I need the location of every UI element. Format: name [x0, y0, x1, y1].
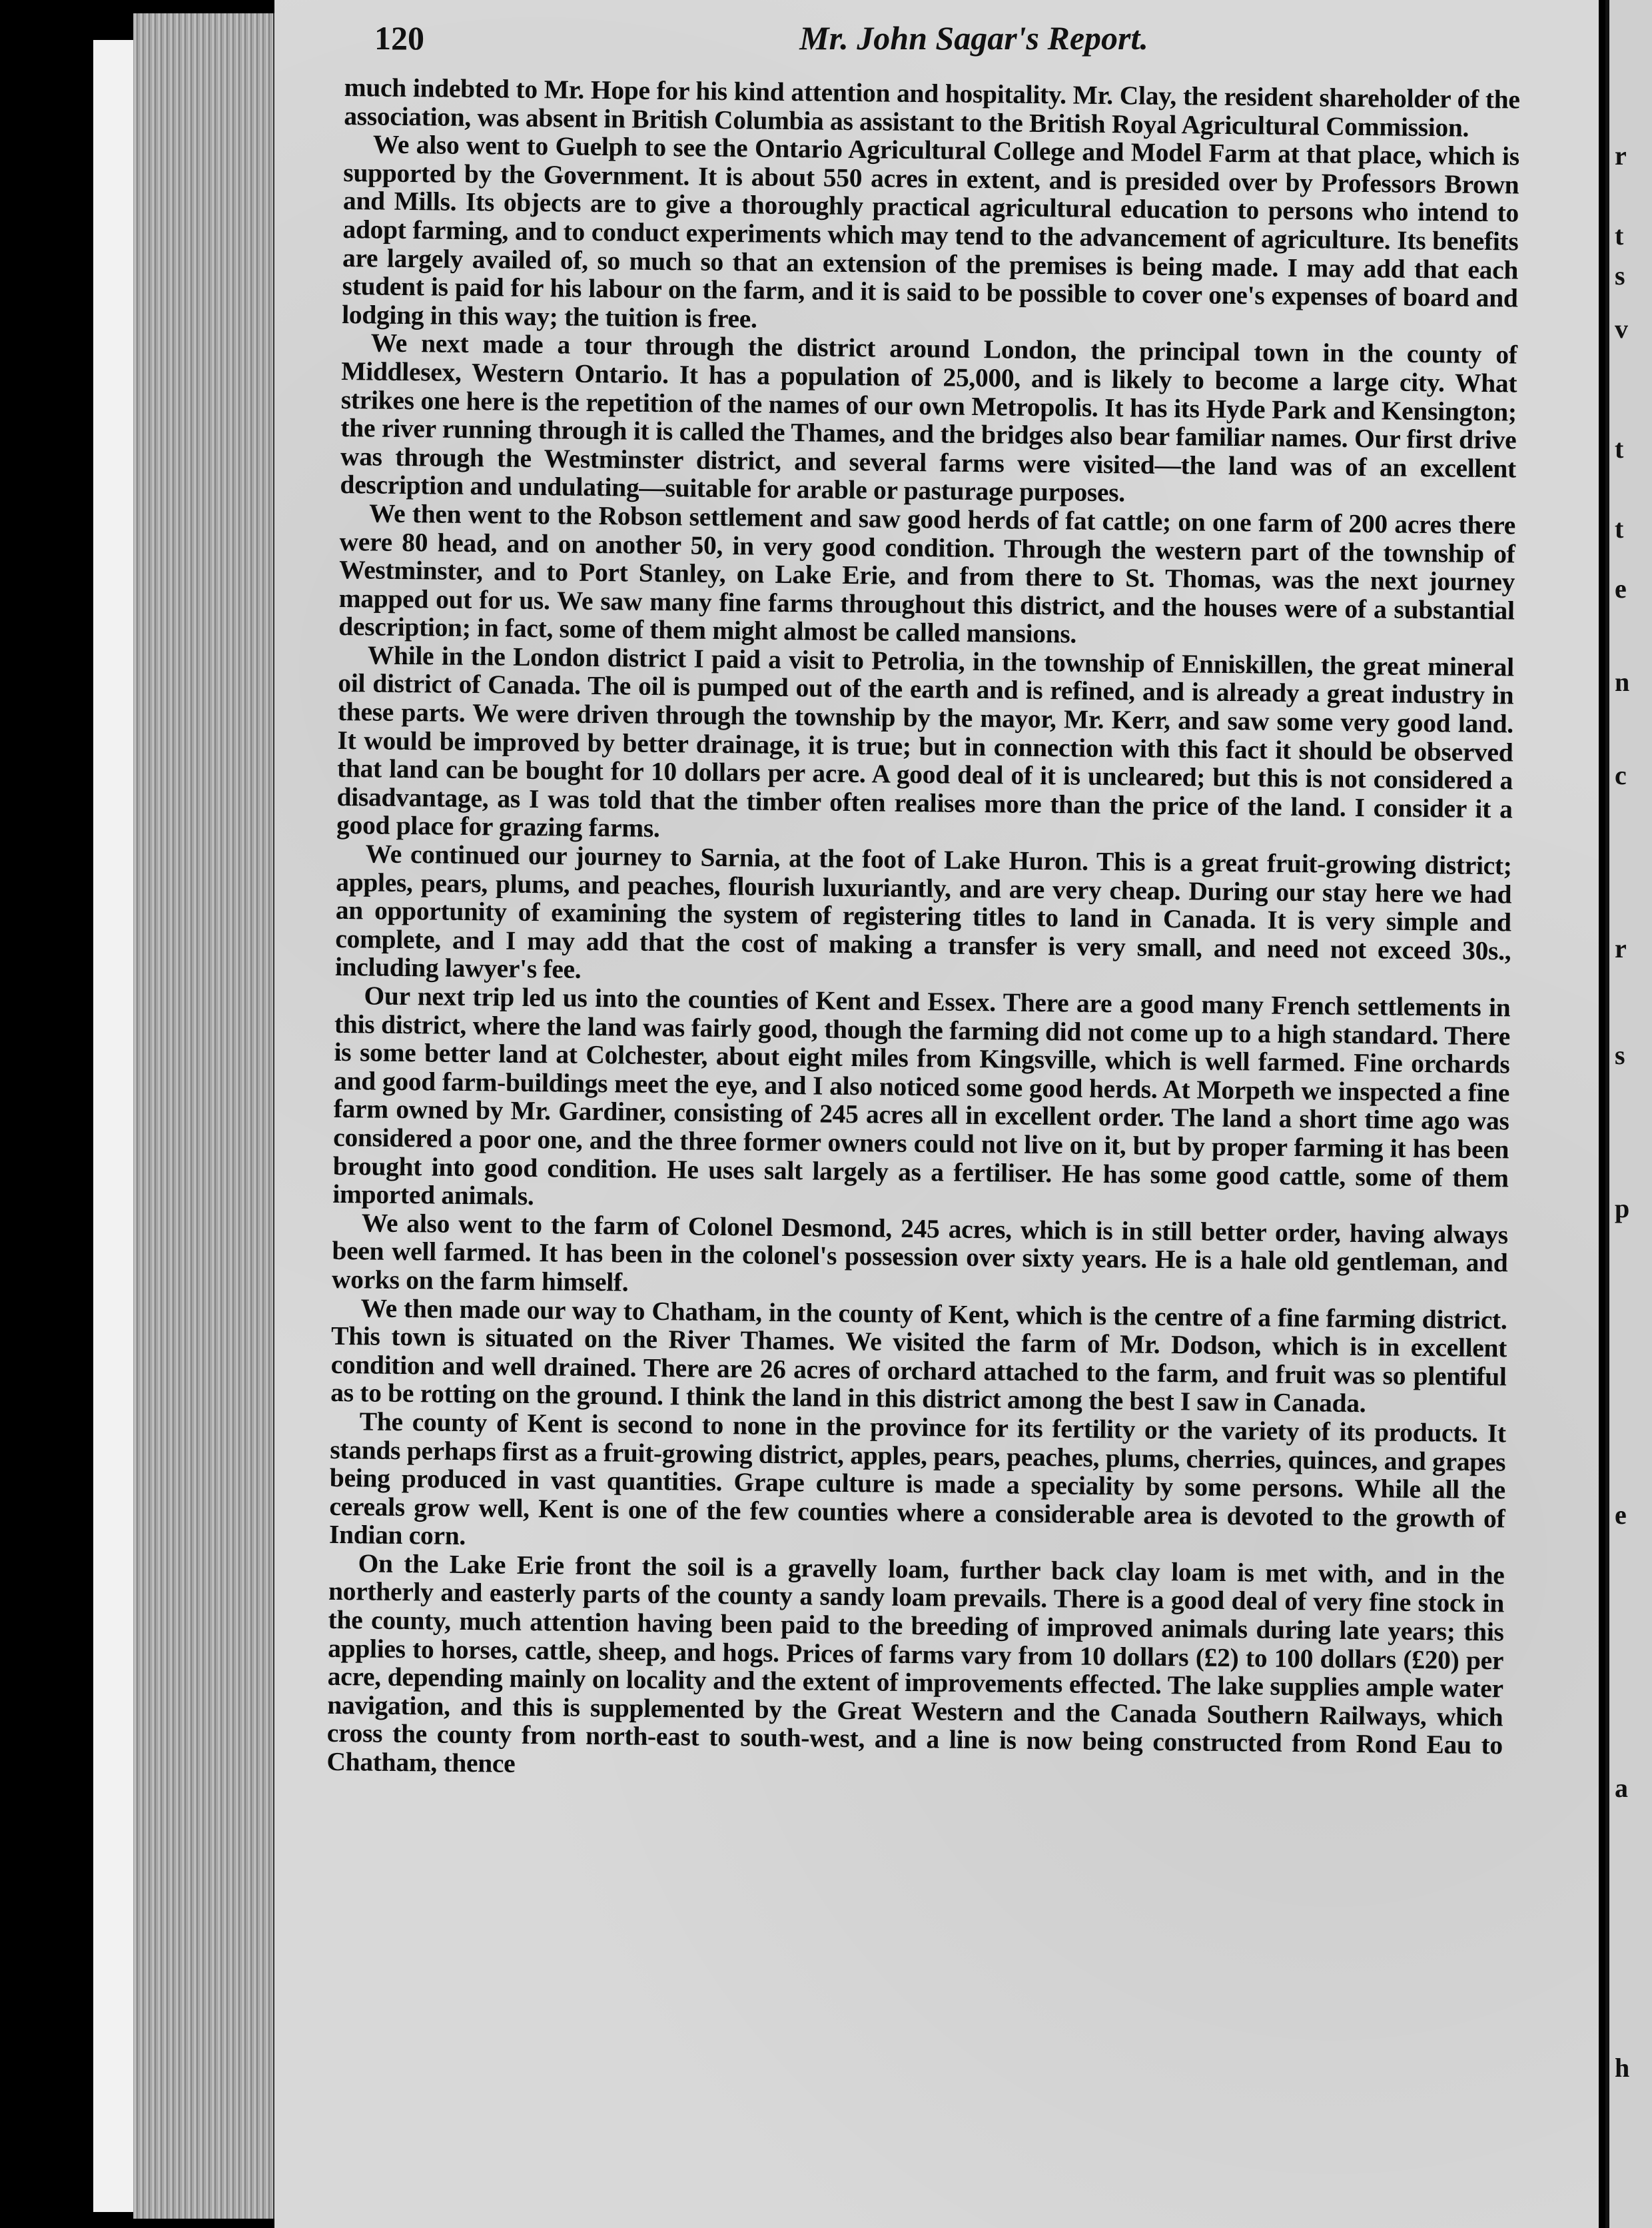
paragraph: We continued our journey to Sarnia, at the foot of Lake Huron. This is a great fruit-growing district; apples, pears, plums, and peaches, flourish luxuriantly, and are very cheap. During our stay here we had an opportunity of examining the system of registering titles to land in Canada. It is very simple and complete, and I may add that the cost of making a transfer is very small, and need not exceed 30s., including lawyer's fee. — [334, 839, 1512, 985]
book-page-edges — [133, 13, 276, 2219]
adjacent-page-edge — [1605, 0, 1652, 2228]
adjacent-page-letter: a — [1615, 1773, 1628, 1803]
adjacent-page-letter: r — [1615, 141, 1627, 171]
adjacent-page-letter: t — [1615, 221, 1624, 251]
paragraph: We next made a tour through the district around London, the principal town in the county of Middlesex, Western Ontario. It has a population of 25,000, and is likely to become a large city. What strikes one here is the repetition of the names of our own Metropolis. It has its Hyde Park and Kensington; the river running through it is called the Thames, and the bridges also bear familiar names. Our first drive was through the Westminster district, and several farms were visited—the land was of an excellent description and undulating—suitable for arable or pasturage purposes. — [340, 328, 1517, 508]
adjacent-page-letter: r — [1615, 933, 1627, 963]
adjacent-page-letter: e — [1615, 1500, 1627, 1530]
adjacent-page-letter: n — [1615, 667, 1630, 697]
adjacent-page-letter: h — [1615, 2053, 1630, 2083]
body-text — [326, 73, 1520, 1788]
adjacent-page-letter: c — [1615, 760, 1627, 790]
scan-margin — [93, 40, 133, 2212]
adjacent-page-letter: t — [1615, 434, 1624, 464]
paragraph: much indebted to Mr. Hope for his kind attention and hospitality. Mr. Clay, the resident shareholder of the association, was absent in British Columbia as assistant to the British Royal Agricultural Commission. — [344, 73, 1520, 143]
adjacent-page-letter: p — [1615, 1193, 1630, 1223]
paragraph: We then went to the Robson settlement and saw good herds of fat cattle; on one farm of 200 acres there were 80 head, and on another 50, in very good condition. Through the western part of the township of Westminster, and to Port Stanley, on Lake Erie, and from there to St. Thomas, was the next journey mapped out for us. We saw many fine farms throughout this district, and the houses were of a substantial description; in fact, some of them might almost be called mansions. — [338, 498, 1516, 649]
paragraph: The county of Kent is second to none in the province for its fertility or the variety of its products. It stands perhaps first as a fruit-growing district, apples, pears, peaches, plums, cherries, quinces, and grapes being produced in vast quantities. Grape culture is made a speciality by some persons. While all the cereals grow well, Kent is one of the few counties where a considerable area is devoted to the growth of Indian corn. — [328, 1406, 1506, 1551]
adjacent-page-letter: s — [1615, 1040, 1625, 1070]
paragraph: We then made our way to Chatham, in the county of Kent, which is the centre of a fine farming district. This town is situated on the River Thames. We visited the farm of Mr. Dodson, which is in excellent condition and well drained. There are 26 acres of orchard attached to the farm, and fruit was so plentiful as to be rotting on the ground. I think the land in this district among the best I saw in Canada. — [330, 1293, 1507, 1418]
paragraph: We also went to Guelph to see the Ontario Agricultural College and Model Farm at that place, which is supported by the Government. It is about 550 acres in extent, and is presided over by Professors Brown and Mills. Its objects are to give a thoroughly practical agricultural education to persons who intend to adopt farming, and to conduct experiments which may tend to the advancement of agriculture. Its benefits are largely availed of, so much so that an extension of the premises is being made. I may add that each student is paid for his labour on the farm, and it is said to be possible to cover one's expenses of board and lodging in this way; the tuition is free. — [341, 129, 1520, 334]
adjacent-page-letter: v — [1615, 314, 1628, 344]
running-head — [374, 19, 1573, 65]
running-title: Mr. John Sagar's Report. — [799, 19, 1148, 57]
adjacent-page-letter: t — [1615, 514, 1624, 544]
page-number: 120 — [374, 19, 424, 57]
paragraph: We also went to the farm of Colonel Desmond, 245 acres, which is in still better order, having always been well farmed. It has been in the colonel's possession over sixty years. He is a hale old gentleman, and works on the farm himself. — [331, 1208, 1509, 1297]
adjacent-page-letter: s — [1615, 261, 1625, 290]
book-page — [274, 0, 1599, 2228]
paragraph: On the Lake Erie front the soil is a gravelly loam, further back clay loam is met with, and in the northerly and easterly parts of the county a sandy loam prevails. There is a good deal of very fine stock in the county, much attention having been paid to the breeding of improved animals during late years; this applies to horses, cattle, sheep, and hogs. Prices of farms vary from 10 dollars (£2) to 100 dollars (£20) per acre, depending mainly on locality and the extent of improvements effected. The lake supplies ample water navigation, and this is supplemented by the Great Western and the Canada Southern Railways, which cross the county from north-east to south-west, and a line is now being constructed from Rond Eau to Chatham, thence — [326, 1548, 1505, 1778]
adjacent-page-letter: e — [1615, 574, 1627, 604]
paragraph: While in the London district I paid a visit to Petrolia, in the township of Enniskillen, the great mineral oil district of Canada. The oil is pumped out of the earth and is refined, and is already a great industry in these parts. We were driven through the township by the mayor, Mr. Kerr, and saw some very good land. It would be improved by better drainage, it is true; but in connection with this fact it should be observed that land can be bought for 10 dollars per acre. A good deal of it is uncleared; but this is not considered a disadvantage, as I was told that the timber often realises more than the price of the land. I consider it a good place for grazing farms. — [336, 640, 1514, 843]
paragraph: Our next trip led us into the counties of Kent and Essex. There are a good many French settlements in this district, where the land was fairly good, though the farming did not come up to a high standard. There is some better land at Colchester, about eight miles from Kingsville, which is well farmed. Fine orchards and good farm-buildings meet the eye, and I also noticed some good herds. At Morpeth we inspected a fine farm owned by Mr. Gardiner, consisting of 245 acres all in excellent order. The land a short time ago was considered a poor one, and the three former owners could not live on it, but by proper farming it has been brought into good condition. He uses salt largely as a fertiliser. He has some good cattle, some of them imported animals. — [332, 981, 1511, 1211]
